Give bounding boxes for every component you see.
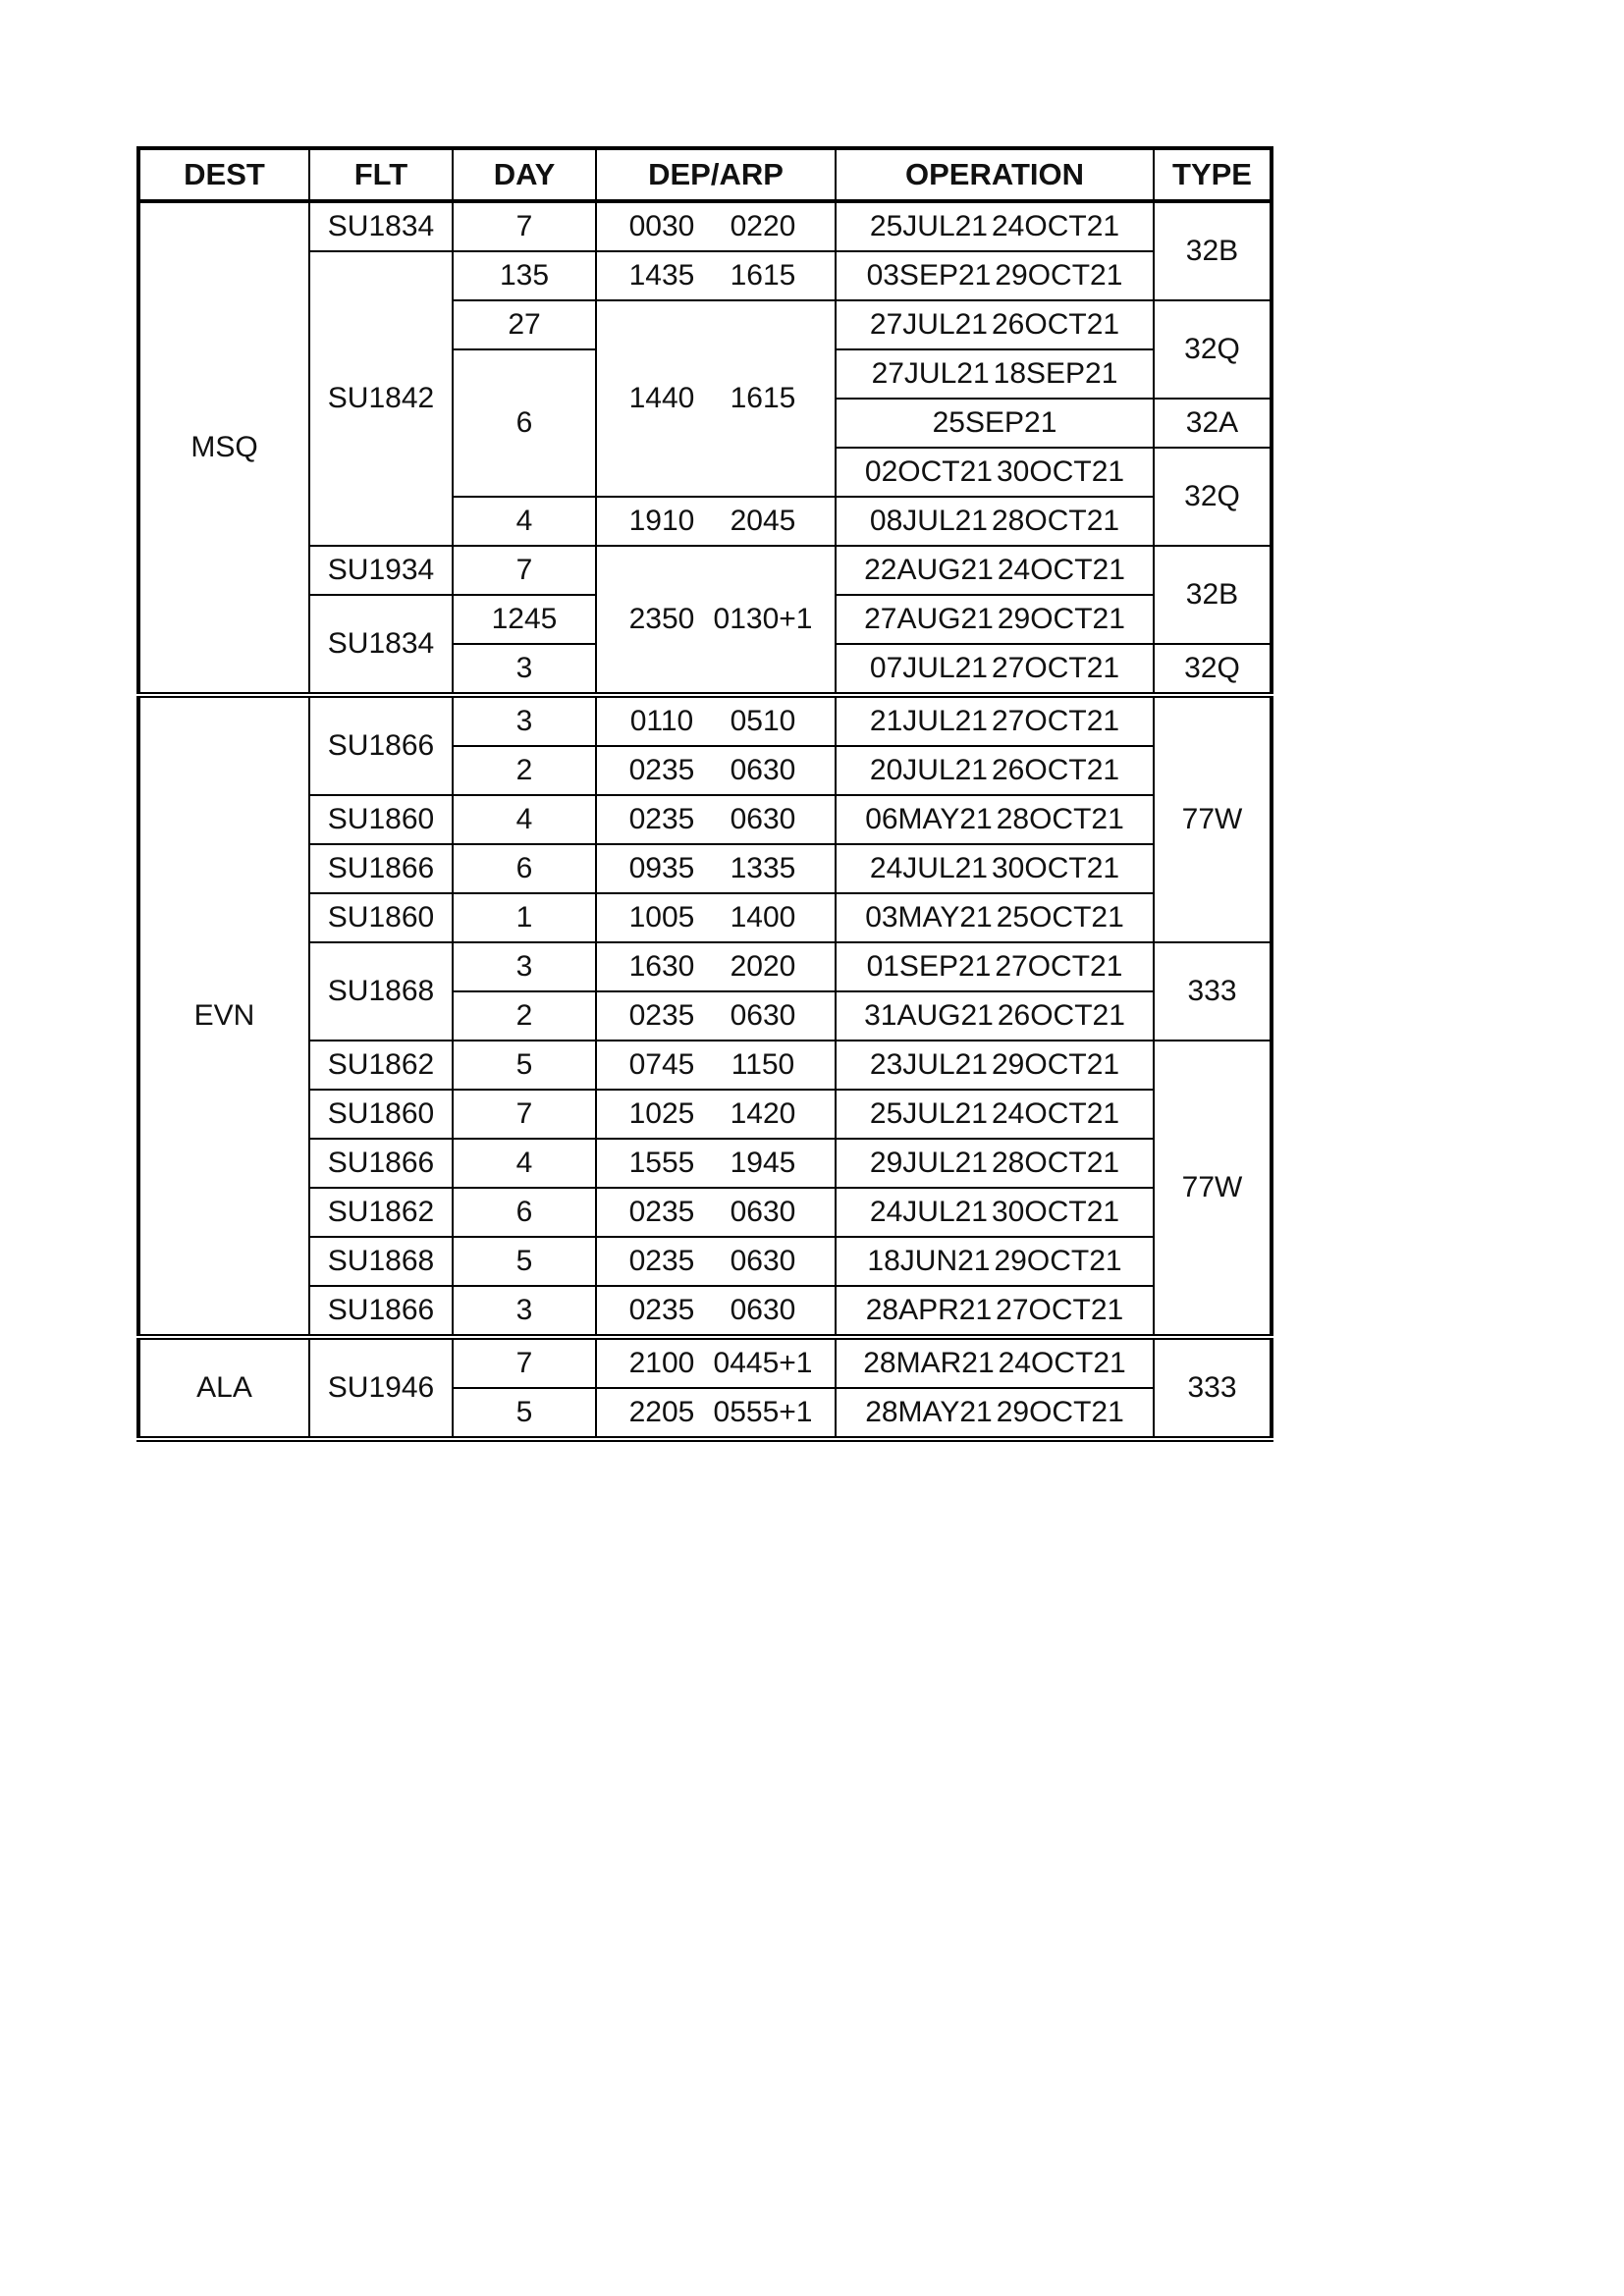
dep-time: 2205 [628, 1396, 695, 1428]
aircraft-type-cell: 333 [1154, 1337, 1272, 1439]
flight-number-cell: SU1866 [309, 844, 453, 893]
operation-cell [836, 644, 1154, 695]
table-row [138, 1286, 1272, 1337]
table-row [138, 795, 1272, 844]
operation-from: 25JUL21 [869, 1097, 988, 1130]
operation-from: 18JUN21 [867, 1245, 991, 1277]
operation-to: 28OCT21 [992, 1147, 1120, 1179]
table-row [138, 1090, 1272, 1139]
arr-time: 0220 [730, 210, 796, 242]
day-cell: 2 [453, 991, 596, 1041]
operation-cell [836, 1139, 1154, 1188]
dep-time: 0235 [628, 999, 695, 1032]
operation-cell [836, 448, 1154, 497]
table-row [138, 893, 1272, 942]
operation-to: 28OCT21 [992, 505, 1120, 537]
flight-number-cell: SU1862 [309, 1041, 453, 1090]
operation-to: 28OCT21 [996, 803, 1124, 835]
flight-number-cell: SU1868 [309, 1237, 453, 1286]
aircraft-type-cell: 32Q [1154, 644, 1272, 695]
operation-cell [836, 1388, 1154, 1439]
arr-time: 1335 [730, 852, 796, 884]
dep-time: 0935 [628, 852, 695, 884]
operation-cell [836, 1337, 1154, 1388]
operation-cell [836, 795, 1154, 844]
dep-time: 0235 [628, 1294, 695, 1326]
table-row [138, 695, 1272, 746]
operation-to: 29OCT21 [992, 1048, 1120, 1081]
operation-to: 27OCT21 [992, 705, 1120, 737]
day-cell: 5 [453, 1041, 596, 1090]
dep-time: 1005 [628, 901, 695, 934]
operation-cell [836, 201, 1154, 251]
operation-from: 28APR21 [865, 1294, 993, 1326]
operation-cell [836, 251, 1154, 300]
dep-time: 2350 [628, 603, 695, 635]
operation-cell [836, 546, 1154, 595]
operation-to: 27OCT21 [992, 652, 1120, 684]
day-cell: 5 [453, 1237, 596, 1286]
operation-from: 23JUL21 [869, 1048, 988, 1081]
operation-from: 24JUL21 [869, 1196, 988, 1228]
operation-from: 02OCT21 [864, 455, 993, 488]
arr-time: 0130+1 [713, 603, 813, 635]
operation-from: 31AUG21 [864, 999, 994, 1032]
operation-cell [836, 746, 1154, 795]
day-cell: 6 [453, 844, 596, 893]
dep-time: 0235 [628, 1245, 695, 1277]
flight-number-cell: SU1834 [309, 595, 453, 695]
operation-to: 27OCT21 [996, 1294, 1124, 1326]
day-cell: 7 [453, 1090, 596, 1139]
operation-cell [836, 893, 1154, 942]
day-cell: 1 [453, 893, 596, 942]
col-header-dest: DEST [138, 148, 309, 201]
day-cell: 5 [453, 1388, 596, 1439]
day-cell: 27 [453, 300, 596, 349]
dest-cell: EVN [138, 695, 309, 1337]
operation-from: 27AUG21 [864, 603, 994, 635]
col-header-flt: FLT [309, 148, 453, 201]
operation-from: 27JUL21 [871, 357, 990, 390]
dep-time: 0235 [628, 1196, 695, 1228]
day-cell: 3 [453, 1286, 596, 1337]
dep-arr-cell [596, 695, 836, 746]
table-row [138, 844, 1272, 893]
operation-from: 29JUL21 [869, 1147, 988, 1179]
aircraft-type-cell: 32B [1154, 201, 1272, 300]
operation-cell [836, 695, 1154, 746]
operation-to: 30OCT21 [992, 852, 1120, 884]
day-cell: 4 [453, 497, 596, 546]
operation-from: 20JUL21 [869, 754, 988, 786]
flight-number-cell: SU1860 [309, 893, 453, 942]
operation-to: 24OCT21 [992, 1097, 1120, 1130]
table-row [138, 1041, 1272, 1090]
arr-time: 0445+1 [713, 1347, 813, 1379]
arr-time: 1615 [730, 259, 796, 292]
dep-time: 0110 [629, 705, 694, 737]
day-cell: 3 [453, 644, 596, 695]
operation-cell [836, 1188, 1154, 1237]
dep-time: 1910 [628, 505, 695, 537]
table-row [138, 1337, 1272, 1388]
flight-number-cell: SU1842 [309, 251, 453, 546]
operation-cell [836, 1286, 1154, 1337]
operation-from: 03MAY21 [865, 901, 993, 934]
arr-time: 1420 [730, 1097, 796, 1130]
dep-arr-cell [596, 746, 836, 795]
table-row [138, 201, 1272, 251]
flight-number-cell: SU1934 [309, 546, 453, 595]
dep-time: 1555 [628, 1147, 695, 1179]
operation-to: 24OCT21 [992, 210, 1120, 242]
operation-cell [836, 942, 1154, 991]
flight-number-cell: SU1866 [309, 1286, 453, 1337]
dep-time: 0030 [628, 210, 695, 242]
aircraft-type-cell: 32A [1154, 399, 1272, 448]
col-header-type: TYPE [1154, 148, 1272, 201]
dep-time: 0235 [628, 803, 695, 835]
operation-to: 27OCT21 [995, 950, 1123, 983]
operation-from: 28MAY21 [865, 1396, 993, 1428]
table-row [138, 251, 1272, 300]
table-row [138, 1237, 1272, 1286]
aircraft-type-cell: 32B [1154, 546, 1272, 644]
header-row [138, 148, 1272, 201]
arr-time: 0630 [730, 1196, 796, 1228]
operation-to: 26OCT21 [992, 754, 1120, 786]
operation-from: 08JUL21 [869, 505, 988, 537]
operation-to: 29OCT21 [994, 1245, 1122, 1277]
aircraft-type-cell: 32Q [1154, 448, 1272, 546]
operation-from: 03SEP21 [866, 259, 992, 292]
dep-time: 1440 [628, 382, 695, 414]
dep-arr-cell [596, 942, 836, 991]
operation-to: 26OCT21 [992, 308, 1120, 341]
dep-arr-cell [596, 795, 836, 844]
flight-number-cell: SU1866 [309, 1139, 453, 1188]
arr-time: 0630 [730, 1245, 796, 1277]
day-cell: 3 [453, 695, 596, 746]
dep-arr-cell [596, 497, 836, 546]
dep-arr-cell [596, 300, 836, 497]
operation-cell: 25SEP21 [836, 399, 1154, 448]
arr-time: 2045 [730, 505, 796, 537]
operation-from: 25JUL21 [869, 210, 988, 242]
arr-time: 0630 [730, 754, 796, 786]
operation-to: 29OCT21 [997, 603, 1125, 635]
arr-time: 1150 [731, 1048, 795, 1081]
operation-from: 27JUL21 [869, 308, 988, 341]
operation-to: 30OCT21 [997, 455, 1125, 488]
dep-arr-cell [596, 251, 836, 300]
dep-arr-cell [596, 1237, 836, 1286]
arr-time: 0630 [730, 1294, 796, 1326]
dep-arr-cell [596, 893, 836, 942]
dep-time: 2100 [628, 1347, 695, 1379]
day-cell: 4 [453, 795, 596, 844]
flight-number-cell: SU1946 [309, 1337, 453, 1439]
day-cell: 7 [453, 546, 596, 595]
operation-cell [836, 349, 1154, 399]
operation-cell [836, 844, 1154, 893]
dep-arr-cell [596, 1188, 836, 1237]
table-row [138, 1139, 1272, 1188]
operation-from: 06MAY21 [865, 803, 993, 835]
dep-arr-cell [596, 201, 836, 251]
flight-number-cell: SU1862 [309, 1188, 453, 1237]
col-header-dep-arp: DEP/ARP [596, 148, 836, 201]
dep-arr-cell [596, 546, 836, 695]
operation-from: 28MAR21 [863, 1347, 995, 1379]
operation-to: 24OCT21 [997, 554, 1125, 586]
operation-to: 29OCT21 [995, 259, 1123, 292]
day-cell: 3 [453, 942, 596, 991]
operation-from: 21JUL21 [869, 705, 988, 737]
dep-arr-cell [596, 1090, 836, 1139]
day-cell: 1245 [453, 595, 596, 644]
table-row [138, 1188, 1272, 1237]
aircraft-type-cell: 77W [1154, 1041, 1272, 1337]
day-cell: 7 [453, 1337, 596, 1388]
dep-time: 1025 [628, 1097, 695, 1130]
arr-time: 1615 [730, 382, 796, 414]
operation-from: 24JUL21 [869, 852, 988, 884]
operation-to: 30OCT21 [992, 1196, 1120, 1228]
operation-to: 24OCT21 [998, 1347, 1126, 1379]
flight-number-cell: SU1860 [309, 1090, 453, 1139]
day-cell: 2 [453, 746, 596, 795]
flight-number-cell: SU1860 [309, 795, 453, 844]
arr-time: 0555+1 [713, 1396, 813, 1428]
arr-time: 1400 [730, 901, 796, 934]
dep-time: 1435 [628, 259, 695, 292]
operation-cell [836, 595, 1154, 644]
operation-cell [836, 1041, 1154, 1090]
flight-schedule-table [136, 146, 1273, 1442]
operation-from: 07JUL21 [869, 652, 988, 684]
day-cell: 6 [453, 1188, 596, 1237]
dep-arr-cell [596, 1041, 836, 1090]
dep-time: 1630 [628, 950, 695, 983]
operation-to: 29OCT21 [996, 1396, 1124, 1428]
operation-cell [836, 1090, 1154, 1139]
operation-cell [836, 300, 1154, 349]
dest-cell: MSQ [138, 201, 309, 695]
dep-arr-cell [596, 1139, 836, 1188]
dep-time: 0745 [628, 1048, 695, 1081]
arr-time: 0510 [730, 705, 796, 737]
flight-number-cell: SU1866 [309, 695, 453, 795]
day-cell: 4 [453, 1139, 596, 1188]
arr-time: 0630 [730, 803, 796, 835]
operation-cell [836, 991, 1154, 1041]
dep-arr-cell [596, 1286, 836, 1337]
operation-to: 18SEP21 [993, 357, 1118, 390]
operation-from: 01SEP21 [866, 950, 992, 983]
dest-cell: ALA [138, 1337, 309, 1439]
dep-arr-cell [596, 1388, 836, 1439]
col-header-operation: OPERATION [836, 148, 1154, 201]
table-row [138, 942, 1272, 991]
day-cell: 7 [453, 201, 596, 251]
operation-cell [836, 1237, 1154, 1286]
col-header-day: DAY [453, 148, 596, 201]
flight-number-cell: SU1834 [309, 201, 453, 251]
day-cell: 135 [453, 251, 596, 300]
arr-time: 0630 [730, 999, 796, 1032]
operation-to: 25OCT21 [996, 901, 1124, 934]
operation-to: 26OCT21 [997, 999, 1125, 1032]
arr-time: 2020 [730, 950, 796, 983]
day-cell: 6 [453, 349, 596, 497]
arr-time: 1945 [730, 1147, 796, 1179]
table-row [138, 546, 1272, 595]
aircraft-type-cell: 77W [1154, 695, 1272, 942]
dep-time: 0235 [628, 754, 695, 786]
operation-from: 22AUG21 [864, 554, 994, 586]
dep-arr-cell [596, 1337, 836, 1388]
dep-arr-cell [596, 991, 836, 1041]
aircraft-type-cell: 333 [1154, 942, 1272, 1041]
dep-arr-cell [596, 844, 836, 893]
flight-number-cell: SU1868 [309, 942, 453, 1041]
aircraft-type-cell: 32Q [1154, 300, 1272, 399]
operation-cell [836, 497, 1154, 546]
